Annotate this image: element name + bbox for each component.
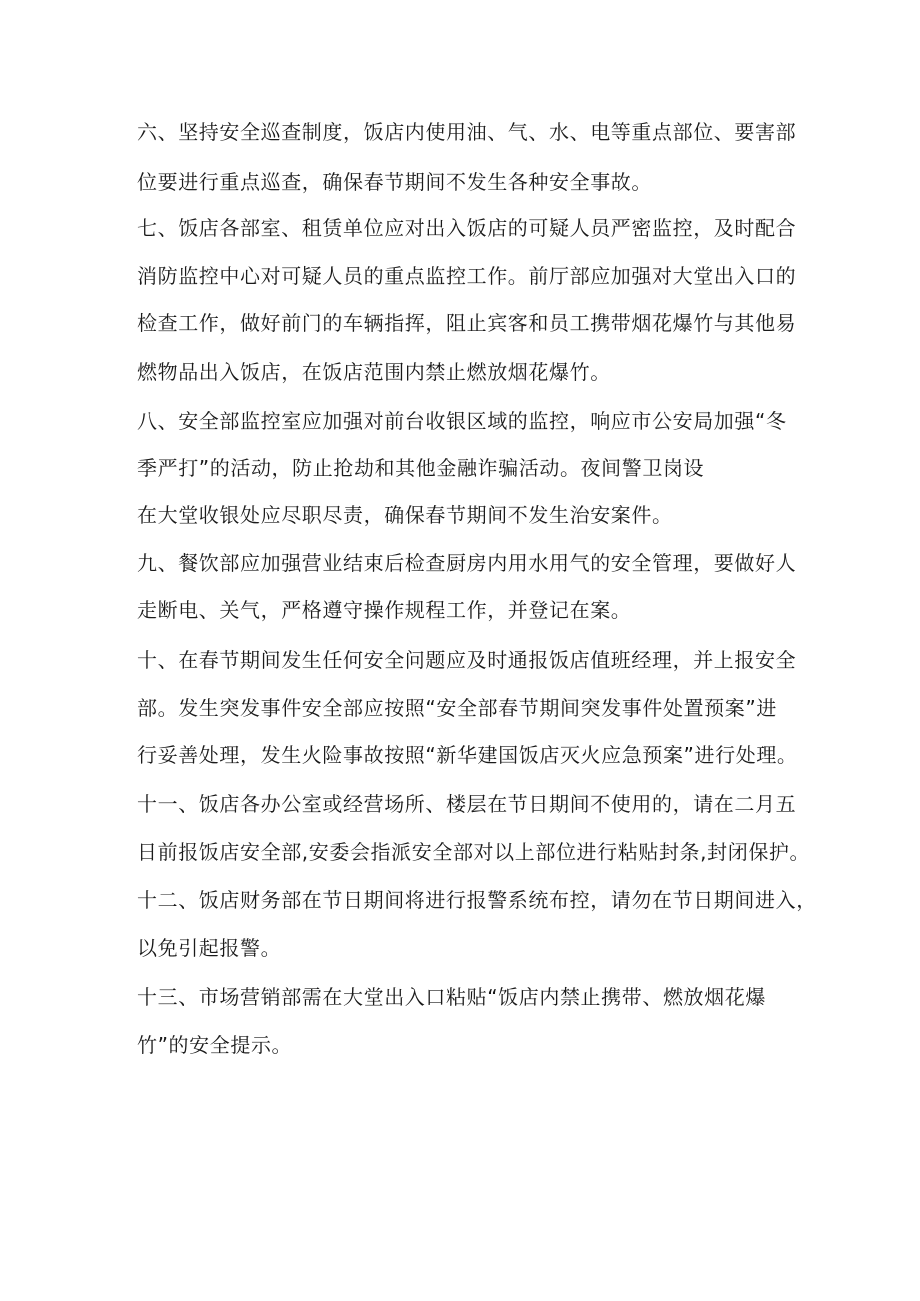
text-line: 季严打”的活动，防止抢劫和其他金融诈骗活动。夜间警卫岗设	[137, 456, 705, 480]
text-line: 日前报饭店安全部,安委会指派安全部对以上部位进行粘贴封条,封闭保护。	[137, 840, 811, 864]
text-line: 十三、市场营销部需在大堂出入口粘贴“饭店内禁止携带、燃放烟花爆	[137, 985, 766, 1009]
text-line: 六、坚持安全巡查制度，饭店内使用油、气、水、电等重点部位、要害部	[137, 120, 797, 144]
text-line: 行妥善处理，发生火险事故按照“新华建国饭店灭火应急预案”进行处理。	[137, 743, 798, 767]
text-line: 九、餐饮部应加强营业结束后检查厨房内用水用气的安全管理，要做好人	[137, 551, 797, 575]
text-line: 七、饭店各部室、租赁单位应对出入饭店的可疑人员严密监控，及时配合	[137, 216, 797, 240]
text-line: 检查工作，做好前门的车辆指挥，阻止宾客和员工携带烟花爆竹与其他易	[137, 311, 797, 335]
text-line: 位要进行重点巡查，确保春节期间不发生各种安全事故。	[137, 170, 652, 194]
text-line: 八、安全部监控室应加强对前台收银区域的监控，响应市公安局加强“冬	[137, 409, 787, 433]
text-line: 消防监控中心对可疑人员的重点监控工作。前厅部应加强对大堂出入口的	[137, 264, 797, 288]
text-line: 十二、饭店财务部在节日期间将进行报警系统布控，请勿在节日期间进入，	[137, 888, 817, 912]
text-line: 十、在春节期间发生任何安全问题应及时通报饭店值班经理，并上报安全	[137, 648, 797, 672]
text-line: 在大堂收银处应尽职尽责，确保春节期间不发生治安案件。	[137, 503, 673, 527]
text-line: 十一、饭店各办公室或经营场所、楼层在节日期间不使用的，请在二月五	[137, 792, 797, 816]
text-line: 部。发生突发事件安全部应按照“安全部春节期间突发事件处置预案”进	[137, 696, 777, 720]
text-line: 以免引起报警。	[137, 936, 282, 960]
text-line: 走断电、关气，严格遵守操作规程工作，并登记在案。	[137, 598, 632, 622]
text-line: 竹”的安全提示。	[137, 1033, 293, 1057]
text-line: 燃物品出入饭店，在饭店范围内禁止燃放烟花爆竹。	[137, 360, 611, 384]
